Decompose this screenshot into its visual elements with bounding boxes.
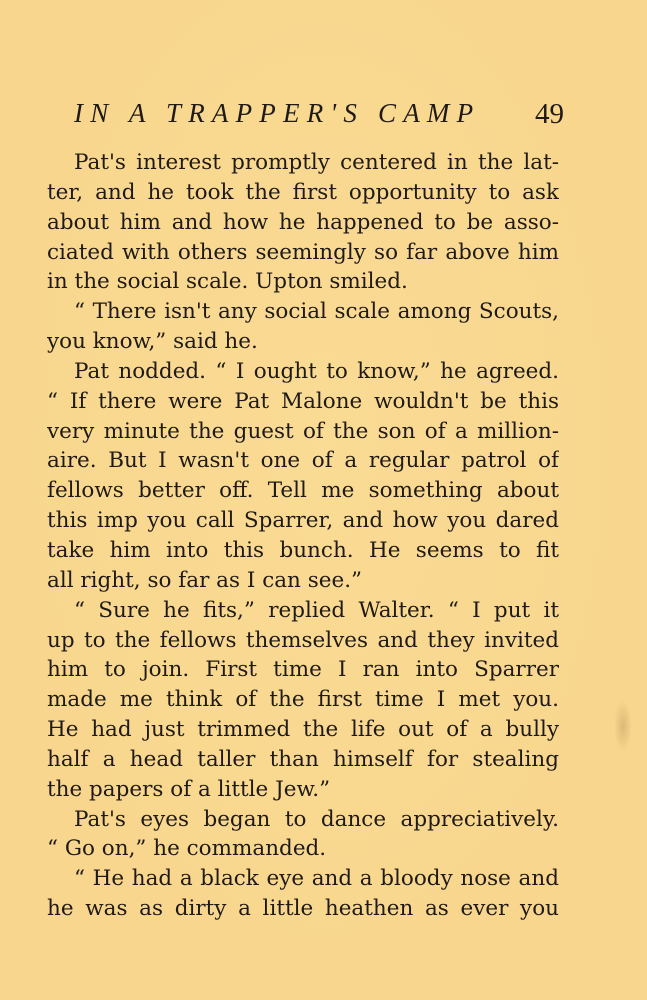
text-line: up to the fellows themselves and they invited xyxy=(47,627,559,653)
text-line: He had just trimmed the life out of a bully xyxy=(47,717,559,743)
text-line: “ There isn't any social scale among Scouts, xyxy=(74,299,559,325)
text-line: “ He had a black eye and a bloody nose and xyxy=(74,866,559,892)
paper-smudge xyxy=(614,700,632,752)
text-line: Pat's interest promptly centered in the lat- xyxy=(74,150,559,175)
text-line: about him and how he happened to be asso- xyxy=(47,209,559,235)
text-line: Pat nodded. “ I ought to know,” he agreed. xyxy=(74,358,559,384)
body-text xyxy=(47,148,559,924)
running-title: IN A TRAPPER'S CAMP xyxy=(74,98,481,128)
text-line: “ If there were Pat Malone wouldn't be this xyxy=(47,388,559,414)
text-line: he was as dirty a little heathen as ever you xyxy=(47,896,559,922)
text-line: him to join. First time I ran into Sparrer xyxy=(47,657,559,683)
text-line: “ Go on,” he commanded. xyxy=(47,836,327,862)
text-line: fellows better off. Tell me something about xyxy=(47,478,559,504)
text-line: aire. But I wasn't one of a regular patrol of xyxy=(47,448,559,474)
text-line: the papers of a little Jew.” xyxy=(47,776,331,802)
text-line: half a head taller than himself for stealing xyxy=(47,746,559,772)
text-line: this imp you call Sparrer, and how you dared xyxy=(47,508,559,534)
text-line: very minute the guest of the son of a million- xyxy=(47,418,559,444)
text-line: you know,” said he. xyxy=(47,329,258,355)
text-line: take him into this bunch. He seems to fit xyxy=(47,537,559,563)
text-line: in the social scale. Upton smiled. xyxy=(47,269,408,295)
text-line: Pat's eyes began to dance appreciatively. xyxy=(74,806,559,832)
text-line: all right, so far as I can see.” xyxy=(47,567,363,593)
page-number: 49 xyxy=(535,98,564,130)
text-line: made me think of the first time I met you. xyxy=(47,687,559,713)
running-head xyxy=(74,98,564,138)
text-line: ciated with others seemingly so far above him xyxy=(47,239,559,265)
text-line: “ Sure he fits,” replied Walter. “ I put it xyxy=(74,597,559,623)
text-line: ter, and he took the first opportunity to ask xyxy=(47,179,559,205)
